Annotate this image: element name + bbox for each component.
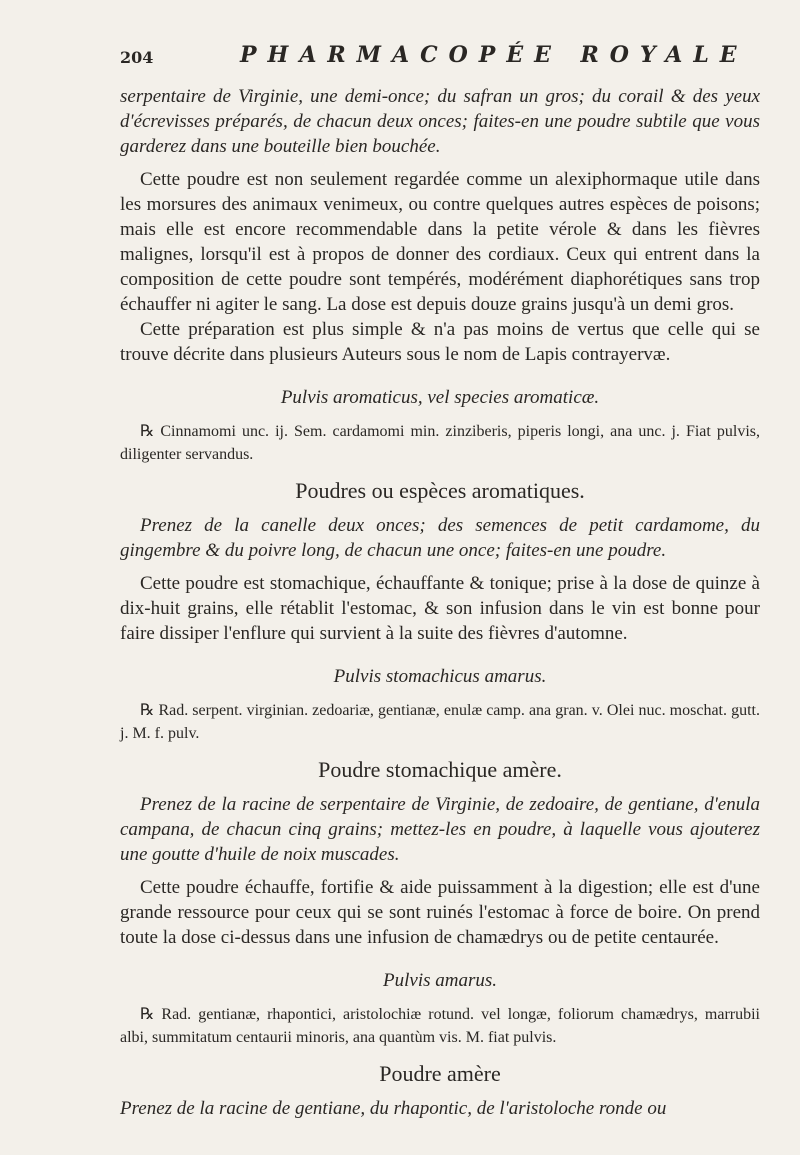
paragraph-1: Cette poudre est non seulement regardée comme un alexiphormaque utile dans les morsures des animaux venimeux, ou contre quelques autres espèces de poisons; mais elle est encore recommendable dans la petite vérole & dans les fièvres malignes, lorsqu'il est à propos de donner des cordiaux. Ceux qui entrent dans la composition de cette poudre sont tempérés, modérément diaphorétiques sans trop échauffer ni agiter le sang. La dose est depuis douze grains jusqu'à un demi gros. (120, 169, 760, 315)
page-number: 204 (120, 48, 154, 67)
page-header (120, 42, 760, 78)
latin-title-3: Pulvis amarus. (383, 970, 497, 991)
page-body (120, 84, 760, 1121)
latin-title-2: Pulvis stomachicus amarus. (333, 666, 547, 687)
italic-paragraph-2: Prenez de la racine de serpentaire de Virginie, de zedoaire, de gentiane, d'enula campana, de chacun cinq grains; mettez-les en poudre, à laquelle vous ajouterez une goutte d'huile de noix muscades. (120, 794, 760, 865)
formula-2: ℞ Rad. serpent. virginian. zedoariæ, gentianæ, enulæ camp. ana gran. v. Olei nuc. moschat. gutt. j. M. f. pulv. (120, 702, 760, 742)
paragraph-2: Cette préparation est plus simple & n'a pas moins de vertus que celle qui se trouve décrite dans plusieurs Auteurs sous le nom de Lapis contrayervæ. (120, 319, 760, 365)
latin-title-1: Pulvis aromaticus, vel species aromaticæ. (280, 387, 600, 408)
french-title-3: Poudre amère (379, 1061, 501, 1086)
paragraph-3: Cette poudre est stomachique, échauffante & tonique; prise à la dose de quinze à dix-huit grains, elle rétablit l'estomac, & son infusion dans le vin est bonne pour faire dissiper l'enflure qui survient à la suite des fièvres d'automne. (120, 573, 760, 644)
intro-italic-paragraph: serpentaire de Virginie, une demi-once; du safran un gros; du corail & des yeux d'écrevisses préparés, de chacun deux onces; faites-en une poudre subtile que vous garderez dans une bouteille bien bouchée. (120, 86, 760, 157)
formula-3: ℞ Rad. gentianæ, rhapontici, aristolochiæ rotund. vel longæ, foliorum chamædrys, marrubii albi, summitatum centaurii minoris, ana quantùm vis. M. fiat pulvis. (120, 1006, 760, 1046)
french-title-2: Poudre stomachique amère. (318, 757, 562, 782)
running-title: PHARMACOPÉE ROYALE (240, 42, 748, 68)
paragraph-4: Cette poudre échauffe, fortifie & aide puissamment à la digestion; elle est d'une grande ressource pour ceux qui se sont ruinés l'estomac à force de boire. On prend toute la dose ci-dessus dans une infusion de chamædrys ou de petite centaurée. (120, 877, 760, 948)
formula-1: ℞ Cinnamomi unc. ij. Sem. cardamomi min. zinziberis, piperis longi, ana unc. j. Fiat pulvis, diligenter servandus. (120, 423, 760, 463)
italic-paragraph-3: Prenez de la racine de gentiane, du rhapontic, de l'aristoloche ronde ou (120, 1098, 667, 1119)
french-title-1: Poudres ou espèces aromatiques. (295, 478, 585, 503)
italic-paragraph-1: Prenez de la canelle deux onces; des semences de petit cardamome, du gingembre & du poivre long, de chacun une once; faites-en une poudre. (120, 515, 760, 561)
